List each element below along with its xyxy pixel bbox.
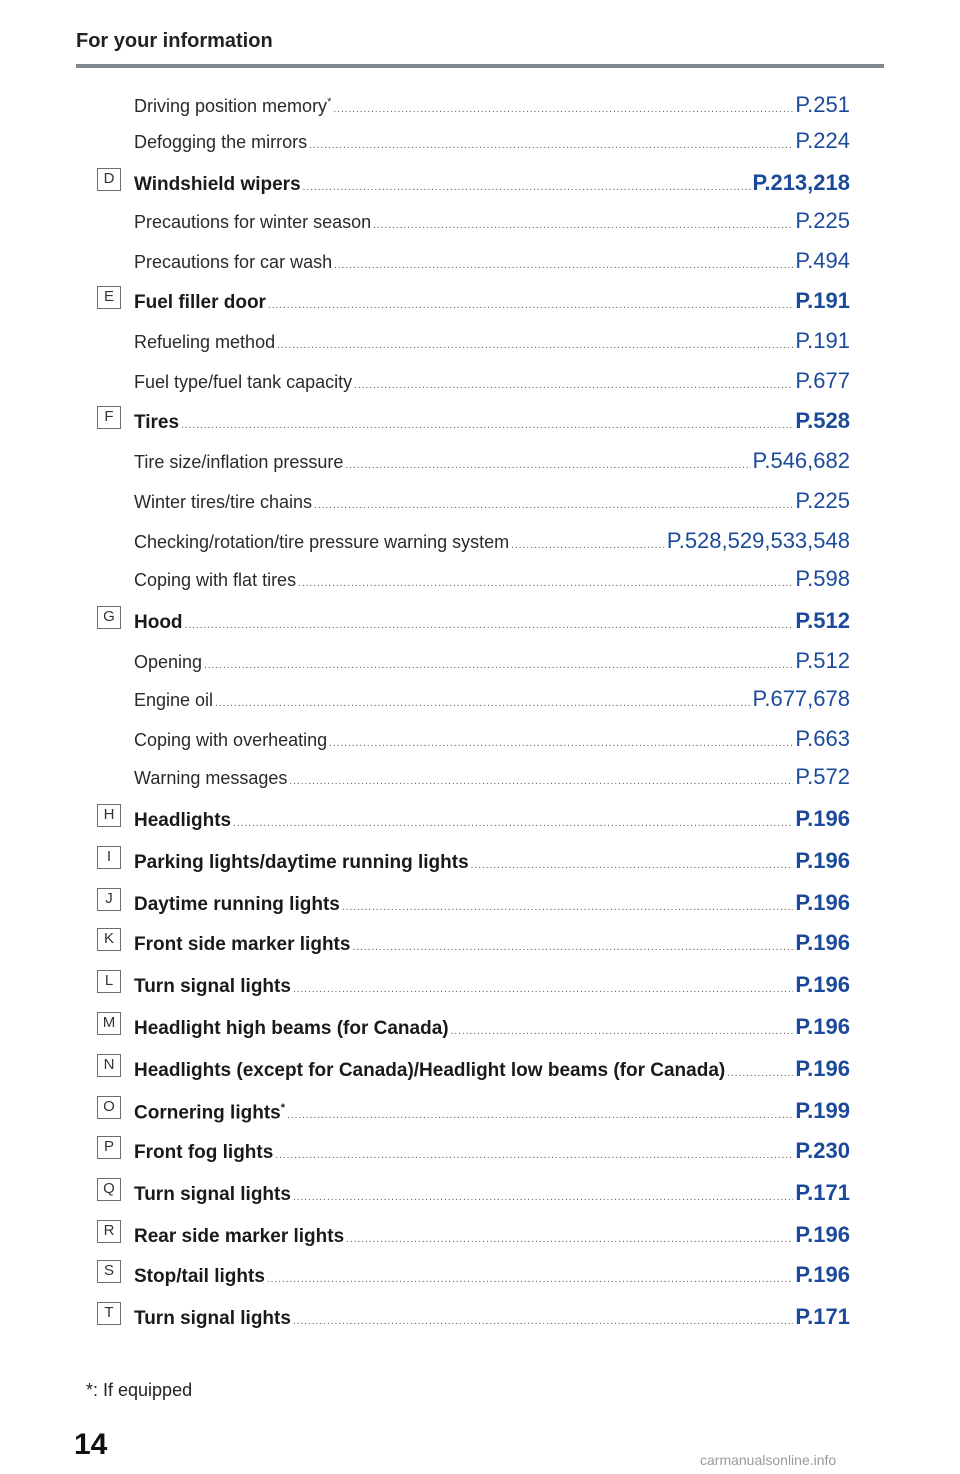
entry-label — [134, 332, 275, 353]
index-entry-main — [134, 1014, 850, 1044]
entry-label-text: Front fog lights — [134, 1142, 274, 1163]
if-equipped-asterisk: * — [280, 1101, 286, 1114]
page-reference-link[interactable]: P.171 — [795, 1180, 850, 1205]
index-entry-sub — [134, 208, 850, 238]
entry-label — [134, 1142, 273, 1164]
entry-label-text: Parking lights/daytime running lights — [134, 852, 469, 873]
dot-leader — [511, 540, 665, 551]
page-reference-link[interactable]: P.196 — [795, 930, 850, 955]
dot-leader — [451, 1026, 794, 1037]
callout-letter-badge: P — [97, 1136, 121, 1159]
index-entry-main — [134, 288, 850, 318]
entry-label — [134, 412, 179, 434]
dot-leader — [303, 182, 751, 193]
dot-leader — [345, 460, 750, 471]
entry-label-text: Fuel filler door — [134, 292, 266, 313]
entry-label — [134, 492, 312, 513]
entry-label — [134, 132, 307, 153]
callout-letter-badge: H — [97, 804, 121, 827]
callout-letter-badge: D — [97, 168, 121, 191]
entry-label-text: Front side marker lights — [134, 934, 351, 955]
page-reference-link[interactable]: P.225 — [795, 208, 850, 233]
dot-leader — [185, 620, 794, 631]
page-reference-link[interactable]: P.677 — [795, 368, 850, 393]
entry-label — [134, 976, 291, 998]
index-entry-main — [134, 1222, 850, 1252]
entry-label — [134, 1266, 265, 1288]
index-entry-sub — [134, 488, 850, 518]
dot-leader — [181, 420, 793, 431]
entry-label — [134, 852, 469, 874]
page-reference-link[interactable]: P.494 — [795, 248, 850, 273]
entry-label — [134, 1018, 449, 1040]
index-entry-sub — [134, 566, 850, 596]
dot-leader — [373, 220, 793, 231]
callout-letter-badge: I — [97, 846, 121, 869]
index-entry-sub — [134, 248, 850, 278]
callout-letter-badge: T — [97, 1302, 121, 1325]
header-divider — [76, 64, 884, 68]
entry-label — [134, 212, 371, 233]
entry-label-text: Defogging the mirrors — [134, 132, 308, 152]
entry-label-text: Precautions for winter season — [134, 212, 372, 232]
page-reference-link[interactable]: P.224 — [795, 128, 850, 153]
entry-label-text: Coping with overheating — [134, 730, 328, 750]
page-header-title: For your information — [76, 30, 273, 52]
entry-label-text: Tire size/inflation pressure — [134, 452, 344, 472]
dot-leader — [329, 738, 793, 749]
index-entry-sub — [134, 368, 850, 398]
dot-leader — [293, 984, 793, 995]
entry-label-text: Turn signal lights — [134, 1308, 291, 1329]
page-reference-link[interactable]: P.230 — [795, 1138, 850, 1163]
entry-label — [134, 1226, 344, 1248]
page-reference-link[interactable]: P.546,682 — [752, 448, 850, 473]
callout-letter-badge: O — [97, 1096, 121, 1119]
dot-leader — [727, 1068, 793, 1079]
entry-label — [134, 652, 202, 673]
page-reference-link[interactable]: P.663 — [795, 726, 850, 751]
dot-leader — [275, 1150, 793, 1161]
page-reference-link[interactable]: P.225 — [795, 488, 850, 513]
entry-label-text: Turn signal lights — [134, 1184, 291, 1205]
index-entry-main — [134, 890, 850, 920]
entry-label — [134, 894, 340, 916]
entry-label-text: Daytime running lights — [134, 894, 340, 915]
entry-label-text: Precautions for car wash — [134, 252, 333, 272]
dot-leader — [289, 776, 793, 787]
entry-label — [134, 1060, 725, 1082]
entry-label — [134, 768, 287, 789]
entry-label — [134, 810, 231, 832]
page-number: 14 — [74, 1428, 108, 1461]
page-reference-link[interactable]: P.251 — [795, 92, 850, 117]
page-reference-link[interactable]: P.512 — [795, 648, 850, 673]
entry-label-text: Turn signal lights — [134, 976, 291, 997]
dot-leader — [293, 1192, 793, 1203]
dot-leader — [333, 104, 793, 115]
entry-label — [134, 452, 343, 473]
page-reference-link[interactable]: P.196 — [795, 972, 850, 997]
dot-leader — [471, 860, 794, 871]
callout-letter-badge: J — [97, 888, 121, 911]
entry-label-text: Driving position memory — [134, 96, 328, 116]
entry-label-text: Checking/rotation/tire pressure warning system — [134, 532, 510, 552]
callout-letter-badge: M — [97, 1012, 121, 1035]
if-equipped-asterisk: * — [327, 96, 332, 108]
entry-label-text: Windshield wipers — [134, 174, 301, 195]
callout-letter-badge: G — [97, 606, 121, 629]
entry-label — [134, 690, 213, 711]
dot-leader — [233, 818, 793, 829]
page-reference-link[interactable]: P.196 — [795, 806, 850, 831]
entry-label — [134, 372, 352, 393]
index-entry-main — [134, 1098, 850, 1128]
entry-label — [134, 1102, 285, 1124]
index-entry-sub — [134, 648, 850, 678]
dot-leader — [287, 1110, 793, 1121]
entry-label-text: Fuel type/fuel tank capacity — [134, 372, 353, 392]
page-reference-link[interactable]: P.196 — [795, 1014, 850, 1039]
index-entry-main — [134, 1262, 850, 1292]
dot-leader — [298, 578, 793, 589]
footnote: *: If equipped — [86, 1380, 193, 1400]
entry-label-text: Opening — [134, 652, 203, 672]
entry-label-text: Rear side marker lights — [134, 1226, 345, 1247]
dot-leader — [342, 902, 793, 913]
dot-leader — [215, 698, 750, 709]
page-reference-link[interactable]: P.677,678 — [752, 686, 850, 711]
entry-label — [134, 570, 296, 591]
index-entry-main — [134, 1138, 850, 1168]
page-reference-link[interactable]: P.512 — [795, 608, 850, 633]
page-reference-link[interactable]: P.199 — [795, 1098, 850, 1123]
dot-leader — [204, 660, 793, 671]
page-reference-link[interactable]: P.196 — [795, 1056, 850, 1081]
entry-label — [134, 730, 327, 751]
page-reference-link[interactable]: P.196 — [795, 890, 850, 915]
page-reference-link[interactable]: P.528,529,533,548 — [666, 528, 850, 553]
dot-leader — [293, 1316, 793, 1327]
index-entry-main — [134, 930, 850, 960]
callout-letter-badge: K — [97, 928, 121, 951]
dot-leader — [314, 500, 793, 511]
entry-label — [134, 292, 266, 314]
dot-leader — [309, 140, 793, 151]
dot-leader — [277, 340, 793, 351]
index-entry-sub — [134, 328, 850, 358]
callout-letter-badge: Q — [97, 1178, 121, 1201]
page-reference-link[interactable]: P.196 — [795, 1222, 850, 1247]
page-reference-link[interactable]: P.528 — [795, 408, 850, 433]
page-reference-link[interactable]: P.196 — [795, 848, 850, 873]
page-reference-link[interactable]: P.171 — [795, 1304, 850, 1329]
entry-label-text: Coping with flat tires — [134, 570, 297, 590]
index-entry-main — [134, 408, 850, 438]
index-entry-sub — [134, 726, 850, 756]
watermark: carmanualsonline.info — [700, 1452, 837, 1468]
callout-letter-badge: F — [97, 406, 121, 429]
index-entry-main — [134, 1056, 850, 1086]
page-reference-link[interactable]: P.213,218 — [752, 170, 850, 195]
entry-label — [134, 96, 331, 117]
page-reference-link[interactable]: P.191 — [795, 328, 850, 353]
dot-leader — [268, 300, 793, 311]
entry-label — [134, 934, 350, 956]
dot-leader — [354, 380, 793, 391]
callout-letter-badge: N — [97, 1054, 121, 1077]
entry-label-text: Engine oil — [134, 690, 214, 710]
dot-leader — [346, 1234, 793, 1245]
index-entry-sub — [134, 528, 850, 558]
index-entry-sub — [134, 686, 850, 716]
entry-label — [134, 612, 183, 634]
entry-label-text: Warning messages — [134, 768, 288, 788]
index-entry-main — [134, 972, 850, 1002]
entry-label-text: Refueling method — [134, 332, 276, 352]
callout-letter-badge: E — [97, 286, 121, 309]
callout-letter-badge: R — [97, 1220, 121, 1243]
index-entry-main — [134, 848, 850, 878]
entry-label-text: Headlights (except for Canada)/Headlight low beams (for Canada) — [134, 1060, 726, 1081]
index-entry-main — [134, 1304, 850, 1334]
entry-label — [134, 532, 509, 553]
callout-letter-badge: S — [97, 1260, 121, 1283]
index-entry-sub — [134, 448, 850, 478]
dot-leader — [334, 260, 793, 271]
index-entry-main — [134, 170, 850, 200]
entry-label-text: Hood — [134, 612, 183, 633]
index-entry-main — [134, 608, 850, 638]
page-reference-link[interactable]: P.598 — [795, 566, 850, 591]
index-entry-sub — [134, 128, 850, 158]
dot-leader — [267, 1274, 793, 1285]
entry-label — [134, 252, 332, 273]
entry-label — [134, 1308, 291, 1330]
callout-letter-badge: L — [97, 970, 121, 993]
index-entry-main — [134, 1180, 850, 1210]
entry-label-text: Cornering lights — [134, 1102, 281, 1123]
page-reference-link[interactable]: P.572 — [795, 764, 850, 789]
entry-label-text: Headlights — [134, 810, 232, 831]
entry-label-text: Headlight high beams (for Canada) — [134, 1018, 449, 1039]
entry-label-text: Winter tires/tire chains — [134, 492, 313, 512]
index-entry-sub — [134, 764, 850, 794]
index-entry-sub — [134, 92, 850, 122]
entry-label — [134, 174, 301, 196]
index-entry-main — [134, 806, 850, 836]
entry-label-text: Stop/tail lights — [134, 1266, 265, 1287]
entry-label — [134, 1184, 291, 1206]
dot-leader — [352, 942, 793, 953]
page-reference-link[interactable]: P.191 — [795, 288, 850, 313]
entry-label-text: Tires — [134, 412, 180, 433]
page-reference-link[interactable]: P.196 — [795, 1262, 850, 1287]
